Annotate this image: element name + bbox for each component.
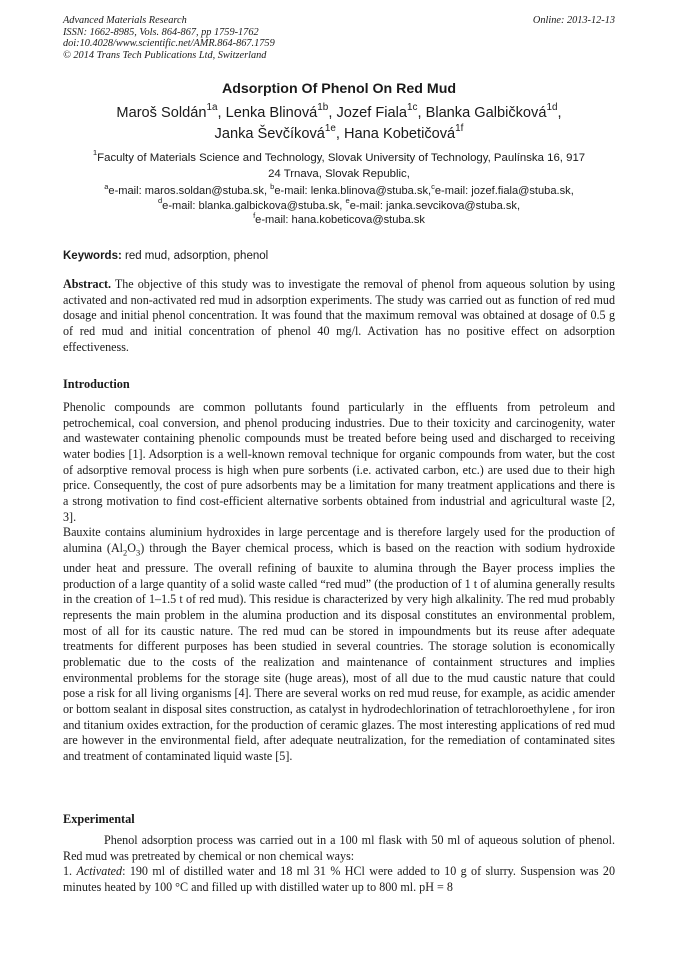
author-list	[63, 103, 615, 144]
experimental-heading: Experimental	[63, 812, 135, 826]
introduction-body	[63, 400, 615, 765]
email-sup: a	[104, 181, 109, 191]
intro-p2-text: Bauxite contains aluminium hydroxides in large percentage and is therefore largely used for the production of alumina (Al	[63, 525, 615, 555]
journal-name: Advanced Materials Research	[63, 15, 187, 26]
email-sup: c	[431, 181, 435, 191]
author-name: Maroš Soldán	[116, 105, 207, 121]
introduction-paragraph-2	[63, 525, 615, 764]
keywords-text: red mud, adsorption, phenol	[121, 250, 269, 262]
author-name: Hana Kobetičová	[344, 125, 456, 142]
journal-header	[63, 15, 615, 61]
author-name: Lenka Blinová	[225, 105, 318, 121]
author-sep: ,	[417, 105, 426, 121]
email-list	[63, 181, 615, 228]
introduction-paragraph-1: Phenolic compounds are common pollutants found particularly in the effluents from petroleum and petrochemical, coal conversion, and phenol producing industries. Due to their toxicity and carcinogenity, water and wastewater containing phenolic compounds must be treated before being used and discharged to receiving water bodies [1]. Adsorption is a well-known removal technique for organic compounds from water, but the cost of adsorptive removal process is high when pure sorbents (i.e. activated carbon, etc.) are used due to their high price. Consequently, the cost of pure adsorbents may be a limitation for many treatment applications and there is a strong motivation to find cost-efficient alternative sorbents obtained from industrial and agricultural waste [2, 3].	[63, 400, 615, 524]
affiliation-line-2: 24 Trnava, Slovak Republic,	[268, 168, 410, 180]
email-sup: f	[253, 210, 256, 220]
affiliation-sup: 1	[92, 148, 98, 158]
author-name: Blanka Galbičková	[425, 105, 547, 121]
author-sup: 1c	[407, 102, 418, 114]
author-name: Janka Ševčíková	[214, 125, 325, 142]
item-number: 1.	[63, 864, 77, 879]
online-date: Online: 2013-12-13	[532, 15, 615, 26]
author-sep: ,	[217, 105, 226, 121]
paper-title: Adsorption Of Phenol On Red Mud	[221, 81, 457, 97]
author-sup: 1b	[317, 102, 329, 114]
affiliation-line-1: Faculty of Materials Science and Technology, Slovak University of Technology, Paulínska 16, 917	[97, 152, 586, 164]
email-sup: b	[270, 181, 275, 191]
doi-line: doi:10.4028/www.scientific.net/AMR.864-867.1759	[63, 38, 275, 50]
author-sup: 1f	[455, 122, 464, 134]
item-label: Activated	[76, 864, 123, 879]
subscript: 2	[123, 547, 128, 558]
introduction-heading: Introduction	[63, 377, 130, 391]
author-sep: ,	[328, 105, 337, 121]
issn-line: ISSN: 1662-8985, Vols. 864-867, pp 1759-1762	[63, 26, 259, 38]
author-sup: 1d	[546, 102, 558, 114]
email-item: e-mail: hana.kobeticova@stuba.sk	[255, 214, 425, 226]
abstract	[63, 277, 615, 355]
email-item: e-mail: lenka.blinova@stuba.sk,	[274, 185, 432, 197]
experimental-body	[63, 833, 615, 896]
experimental-item-1	[63, 864, 615, 895]
email-sup: e	[345, 196, 350, 206]
email-item: e-mail: janka.sevcikova@stuba.sk,	[349, 199, 521, 212]
author-sup: 1a	[206, 102, 218, 114]
copyright-line: © 2014 Trans Tech Publications Ltd, Switzerland	[63, 49, 267, 61]
author-name: Jozef Fiala	[336, 105, 408, 121]
email-item: e-mail: blanka.galbickova@stuba.sk,	[162, 199, 346, 212]
experimental-paragraph-1: Phenol adsorption process was carried out in a 100 ml flask with 50 ml of aqueous solution of phenol. Red mud was pretreated by chemical or non chemical ways:	[63, 833, 615, 863]
subscript: 3	[136, 547, 141, 558]
author-sep: ,	[335, 125, 345, 142]
keywords-label: Keywords:	[63, 250, 122, 262]
author-sep: ,	[557, 105, 562, 121]
item-text: : 190 ml of distilled water and 18 ml 31 % HCl were added to 10 g of slurry. Suspension was 20 minutes heated by 100 °C and filled up with distilled water up to 800 ml. pH = 8	[63, 864, 615, 894]
email-item: e-mail: maros.soldan@stuba.sk,	[108, 185, 271, 197]
author-sup: 1e	[324, 122, 336, 134]
email-item: e-mail: jozef.fiala@stuba.sk,	[434, 185, 574, 197]
affiliation	[63, 150, 615, 182]
abstract-label: Abstract.	[63, 277, 112, 291]
abstract-text: The objective of this study was to investigate the removal of phenol from aqueous solution by using activated and non-activated red mud in adsorption experiments. The study was carried out as function of red mud dosage and initial phenol concentration. It was found that the maximum removal was obtained at dosage of 0.5 g of red mud and initial concentration of phenol 40 mg/l. Activation has no positive effect on adsorption effectiveness.	[63, 277, 615, 354]
keywords	[63, 249, 615, 264]
email-sup: d	[157, 196, 163, 206]
intro-p2-text: ) through the Bayer chemical process, which is based on the reaction with sodium hydroxide under heat and pressure. The overall refining of bauxite to alumina through the Bayer process implies the production of a large quantity of a solid waste called “red mud” (the production of 1 t of alumina generally results in the creation of 1–1.5 t of red mud). This residue is characterized by very high alkalinity. The red mud probably represents the main problem in the alumina production and its disposal constitutes an environmental problem, most of all for its caustic nature. The red mud can be stored in impoundments but its reuse after adequate treatments for different purposes has been studied in several countries. The storage solution is economically problematic due to the costs of the realization and maintenance of containment structures and implies environmental problems for the storage site (huge areas), most of all due to the mud caustic nature that could pose a risk for all living organisms [4]. There are several works on red mud reuse, for example, as acidic amender or bottom sealant in disposal sites construction, as catalyst in hydrodechlorination of tetrachloroethylene , for iron and titanium oxides extraction, for the production of ceramic glazes. The most interesting applications of red mud are however in the environmental field, after adequate neutralization, for the remediation of contaminated sites and treatment of contaminated liquid waste [5].	[63, 540, 616, 763]
intro-p2-text: O	[127, 540, 137, 555]
